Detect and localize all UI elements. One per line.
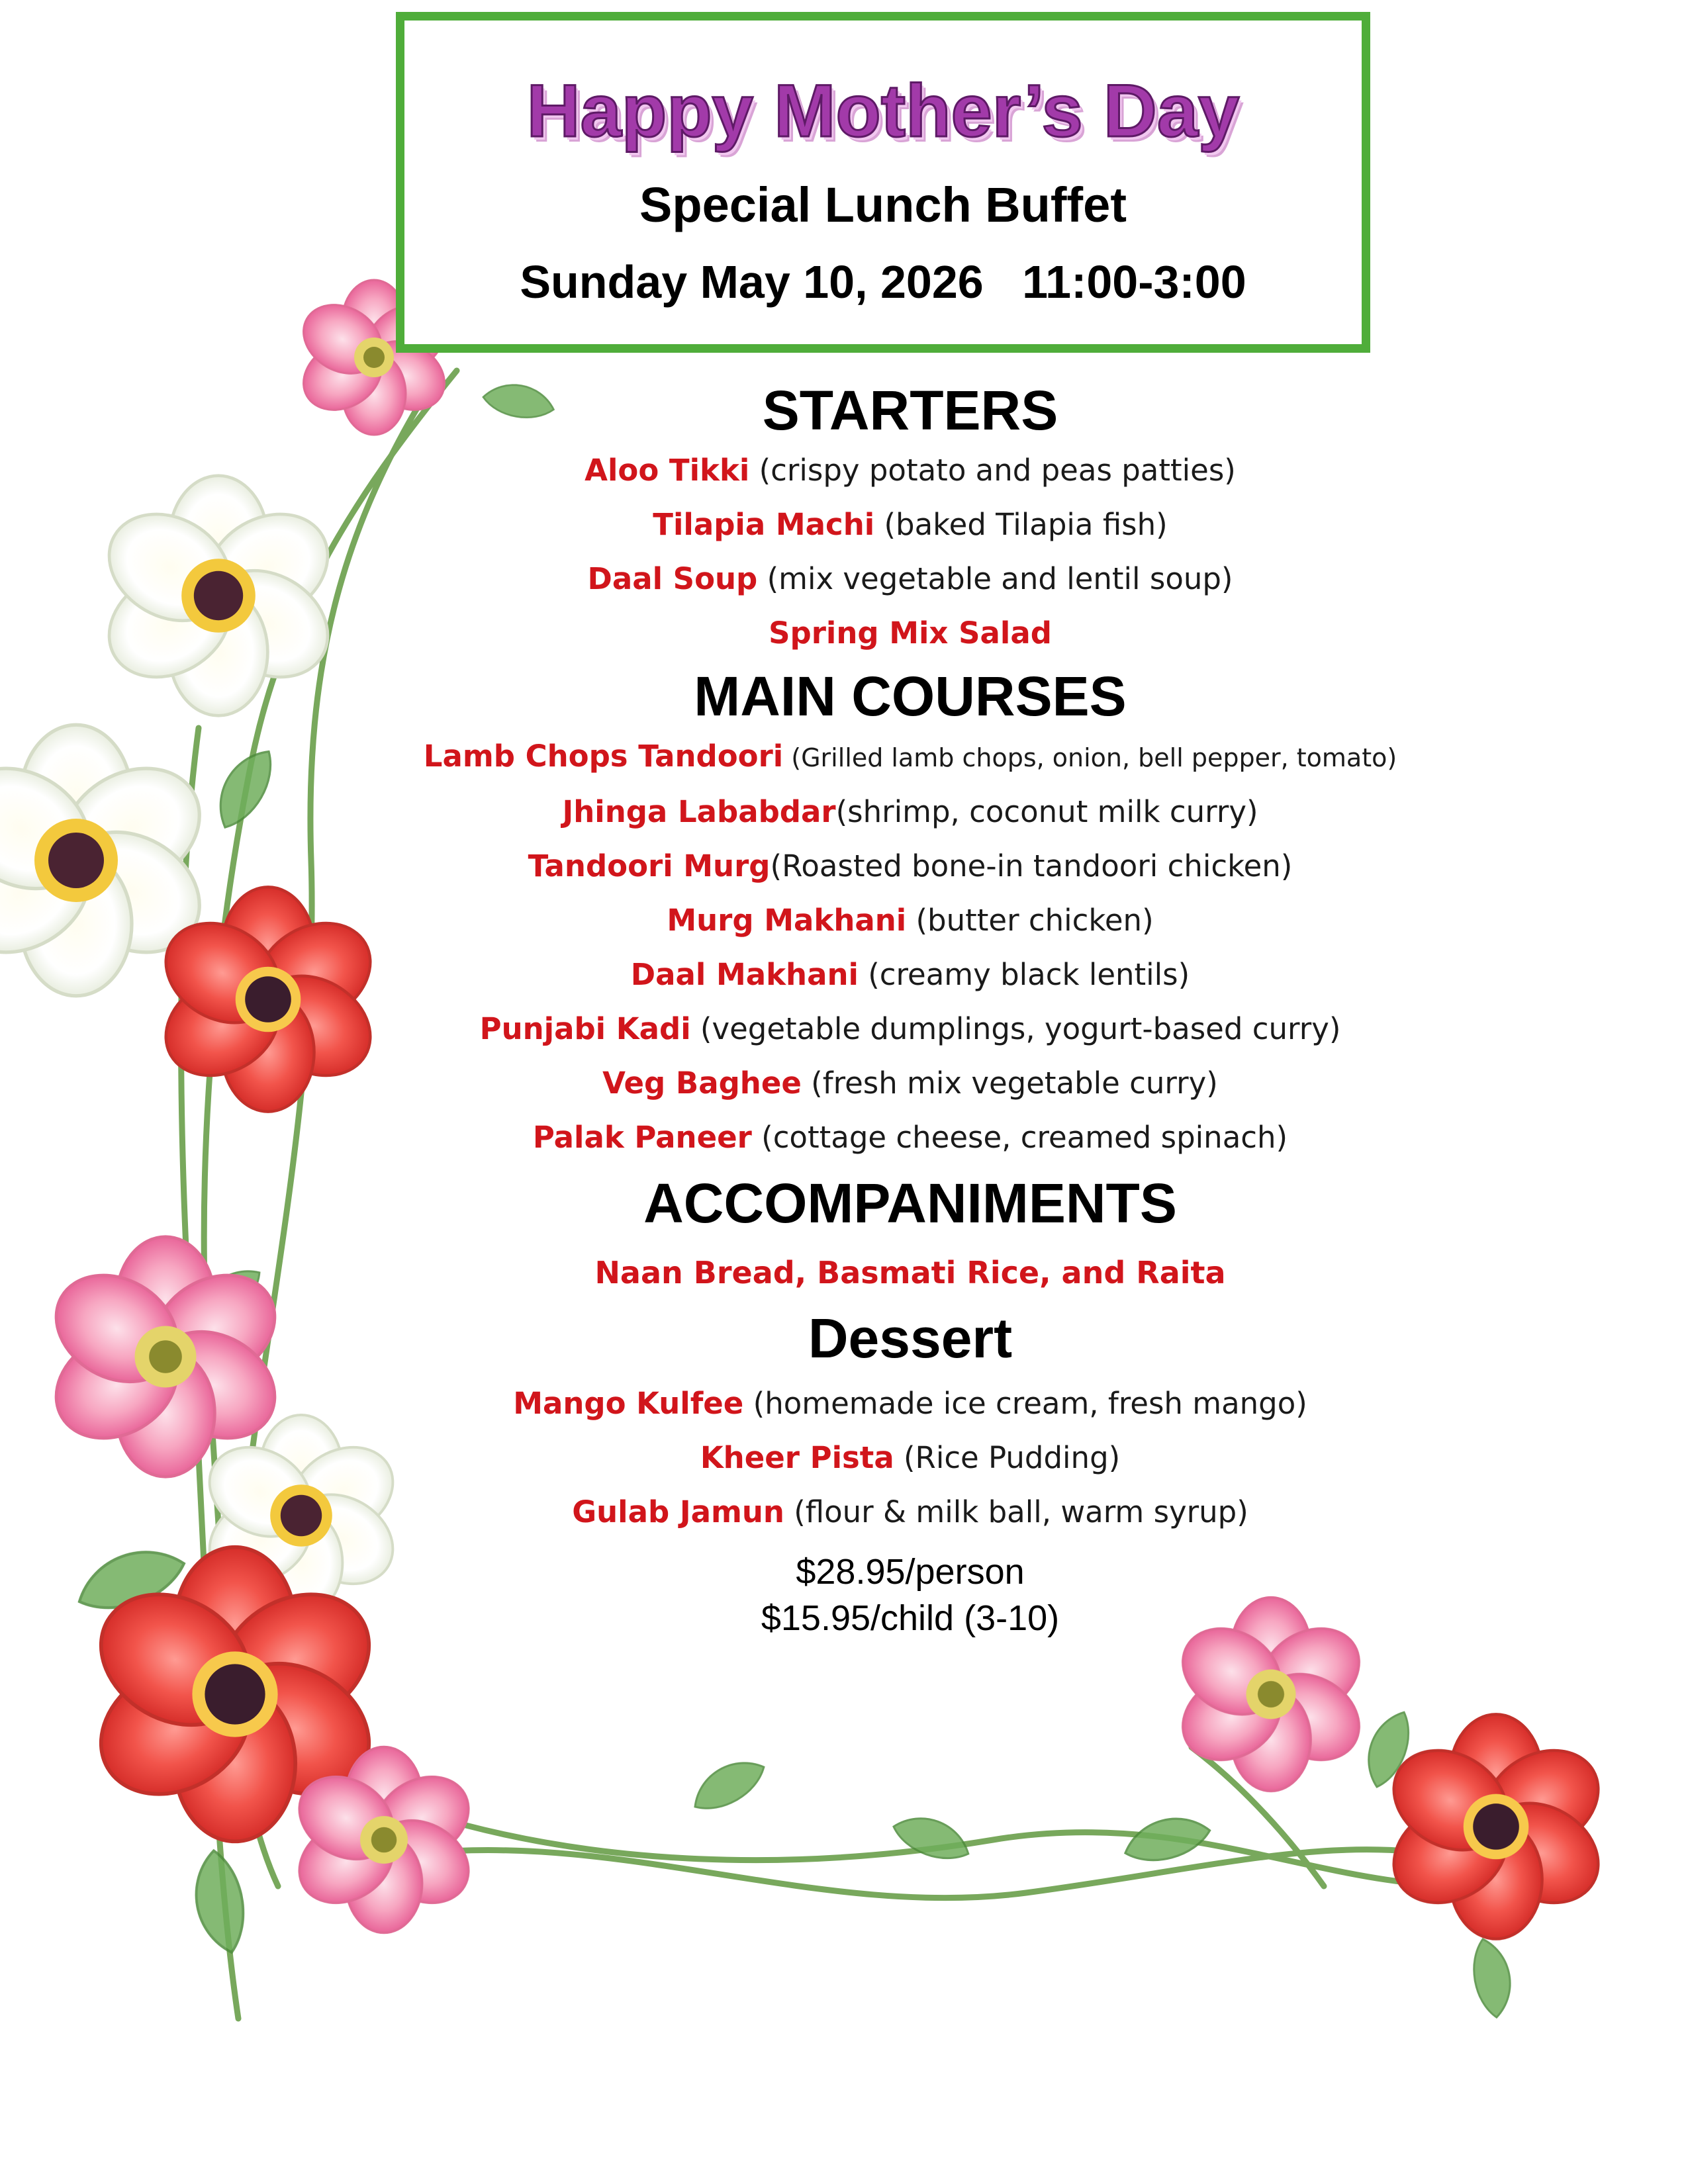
menu-item-desc: (creamy black lentils) [858,957,1190,992]
section-heading-accompaniments: ACCOMPANIMENTS [643,1172,1177,1234]
menu-item-name: Spring Mix Salad [769,615,1052,651]
menu-item [364,729,1456,785]
menu-item-name: Tandoori Murg [528,848,771,884]
section-heading-dessert: Dessert [808,1307,1013,1369]
menu-item-desc: (fresh mix vegetable curry) [801,1066,1218,1101]
menu-item-name: Gulab Jamun [572,1494,784,1529]
menu-item [364,1485,1456,1539]
event-subtitle: Special Lunch Buffet [639,177,1127,232]
menu-item-name: Veg Baghee [602,1066,802,1101]
menu-item [364,1377,1456,1431]
menu-item-name: Lamb Chops Tandoori [423,739,784,774]
menu-item-name: Kheer Pista [700,1440,894,1475]
price-adult: $28.95/person [796,1552,1025,1592]
menu-item [364,893,1456,948]
menu-item-name: Punjabi Kadi [479,1011,691,1046]
dessert-list [364,1377,1456,1539]
menu-item-desc: (Roasted bone-in tandoori chicken) [770,848,1293,884]
menu-item-desc: (flour & milk ball, warm syrup) [784,1494,1248,1529]
menu-item [364,1056,1456,1111]
menu-item-name: Daal Soup [587,561,758,596]
menu-item [364,839,1456,893]
menu-item-desc: (Rice Pudding) [894,1440,1121,1475]
menu-item-desc: (vegetable dumplings, yogurt-based curry) [690,1011,1341,1046]
price-child: $15.95/child (3-10) [761,1598,1060,1638]
menu-item-desc: (homemade ice cream, fresh mango) [743,1386,1307,1421]
menu-item-desc: (crispy potato and peas patties) [749,453,1236,488]
menu-content [364,377,1456,1641]
menu-item-desc: (shrimp, coconut milk curry) [835,794,1258,829]
menu-item-desc: (butter chicken) [906,903,1154,938]
section-heading-starters: STARTERS [762,379,1058,441]
accompaniments-text: Naan Bread, Basmati Rice, and Raita [594,1255,1226,1291]
menu-item-desc: (baked Tilapia fish) [874,507,1168,542]
menu-item-name: Tilapia Machi [653,507,875,542]
pricing-block [364,1549,1456,1641]
starters-list [364,443,1456,660]
menu-item [364,552,1456,606]
page-title: Happy Mother’s Day [526,69,1240,152]
menu-item-name: Daal Makhani [630,957,859,992]
section-heading-main-courses: MAIN COURSES [694,665,1127,727]
event-date-time: Sunday May 10, 2026 11:00-3:00 [520,256,1246,308]
menu-item [364,1431,1456,1485]
menu-item [364,1002,1456,1056]
menu-item [364,443,1456,498]
title-box [396,12,1370,353]
menu-item-desc: (mix vegetable and lentil soup) [757,561,1233,596]
menu-item-name: Murg Makhani [667,903,907,938]
menu-item [364,1111,1456,1165]
menu-item-name: Aloo Tikki [585,453,750,488]
menu-item-name: Jhinga Lababdar [562,794,836,829]
menu-item [364,785,1456,839]
menu-item-desc: (Grilled lamb chops, onion, bell pepper, tomato) [783,743,1397,772]
menu-item-name: Palak Paneer [532,1120,752,1155]
menu-item [364,948,1456,1002]
menu-item-desc: (cottage cheese, creamed spinach) [751,1120,1288,1155]
main-courses-list [364,729,1456,1165]
menu-item [364,498,1456,552]
menu-item-name: Mango Kulfee [513,1386,744,1421]
menu-item [364,606,1456,660]
